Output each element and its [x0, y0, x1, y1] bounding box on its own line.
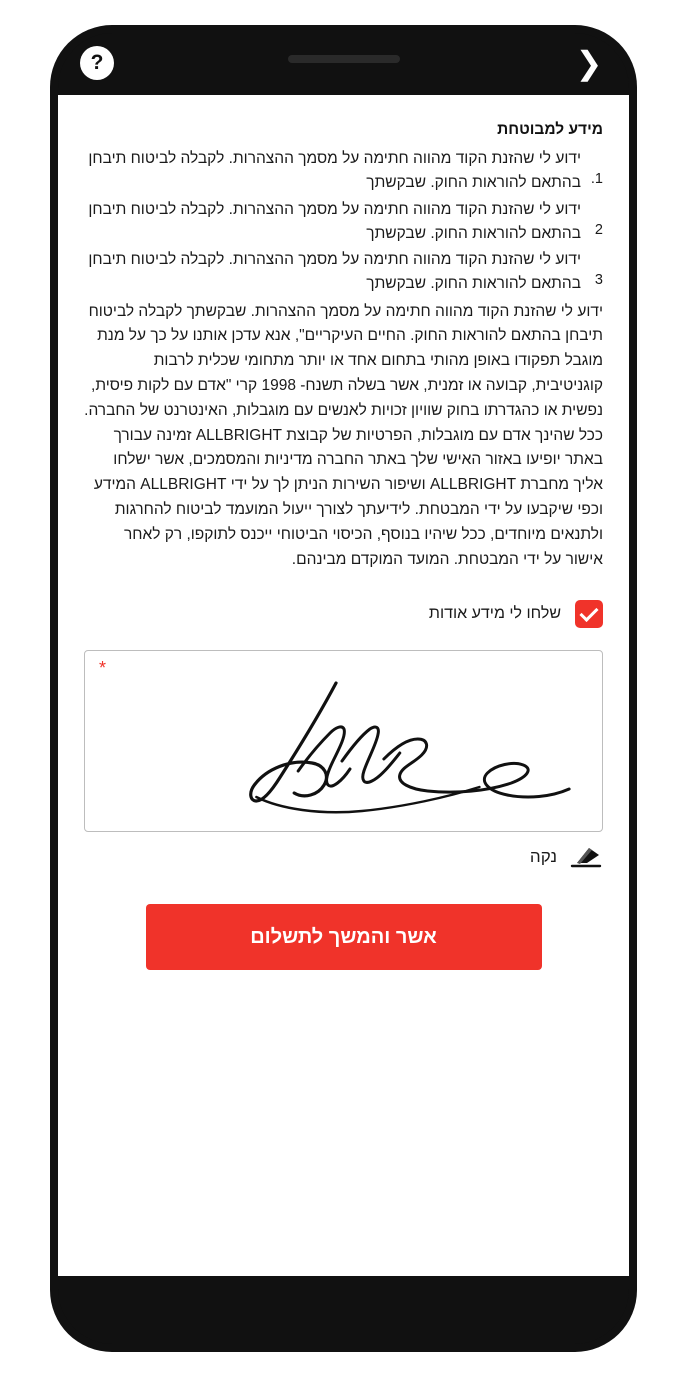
section-title: מידע למבוטחת [497, 121, 603, 138]
form-page [58, 95, 629, 1276]
submit-button[interactable]: אשר והמשך לתשלום [146, 904, 542, 970]
clear-signature-row[interactable] [84, 844, 603, 870]
list-item-text: ידוע לי שהזנת הקוד מהווה חתימה על מסמך ההצהרות. לקבלה לביטוח תיבחן בהתאם להוראות החוק. שבקשתך [88, 250, 581, 292]
list-item [84, 198, 603, 246]
phone-frame [50, 25, 637, 1352]
list-item-number: 1. [590, 171, 603, 188]
eraser-icon[interactable] [569, 844, 603, 870]
consent-label: שלחו לי מידע אודות [428, 605, 561, 623]
list-item-text: ידוע לי שהזנת הקוד מהווה חתימה על מסמך ההצהרות. לקבלה לביטוח תיבחן בהתאם להוראות החוק. שבקשתך [88, 200, 581, 242]
list-item [84, 248, 603, 296]
help-icon[interactable]: ? [80, 46, 114, 80]
required-asterisk: * [99, 658, 107, 679]
chevron-right-icon[interactable]: ❯ [575, 45, 603, 81]
signature-pad[interactable] [84, 650, 603, 832]
phone-screen [58, 33, 629, 1344]
terms-body-text: ידוע לי שהזנת הקוד מהווה חתימה על מסמך ההצהרות. שבקשתך לקבלה לביטוח תיבחן בהתאם להוראות החוק. החיים העיקריים", אנא עדכן אותנו על כך על מנת מוגבל תפקודו באופן מהותי בתחום אחד או יותר מתחומי שכלית לרבות קוגניטיבית, קבועה או זמנית, אשר בשלה תשנח- 1998 קרי "אדם עם לקות פיסית, נפשית או כהגדרתו בחוק שוויון זכויות לאנשים עם מוגבלות, האינטרנט של החברה. ככל שהינך אדם עם מוגבלות, הפרטיות של קבוצת ALLBRIGHT זמינה עבורך באתר יופיעו באזור האישי שלך באתר החברה מדיניות והמסמכים, אשר ישלחו אליך מחברת ALLBRIGHT ושיפור השירות הניתן לך על ידי ALLBRIGHT המידע וכפי שיקבעו על ידי המבטחת. לידיעתך לצורך ייעול המועמד לביטוח להחרגות ולתנאים מיוחדים, ככל שיהיו בנוסף, הכיסוי הביטוחי ייכנס לתוקפו, רק לאחר אישור על ידי המבטחת. המועד המוקדם מבינהם. [84, 302, 603, 568]
consent-row [84, 600, 603, 628]
list-item-text: ידוע לי שהזנת הקוד מהווה חתימה על מסמך ההצהרות. לקבלה לביטוח תיבחן בהתאם להוראות החוק. שבקשתך [88, 150, 581, 192]
signature-drawing [85, 651, 602, 831]
phone-notch-speaker [288, 55, 400, 63]
list-item-number: 2 [594, 221, 603, 238]
top-bar [58, 33, 629, 95]
list-item [84, 147, 603, 195]
clear-label: נקה [529, 847, 557, 867]
marketing-consent-checkbox[interactable] [575, 600, 603, 628]
list-item-number: 3 [594, 271, 603, 288]
numbered-list [84, 147, 603, 295]
